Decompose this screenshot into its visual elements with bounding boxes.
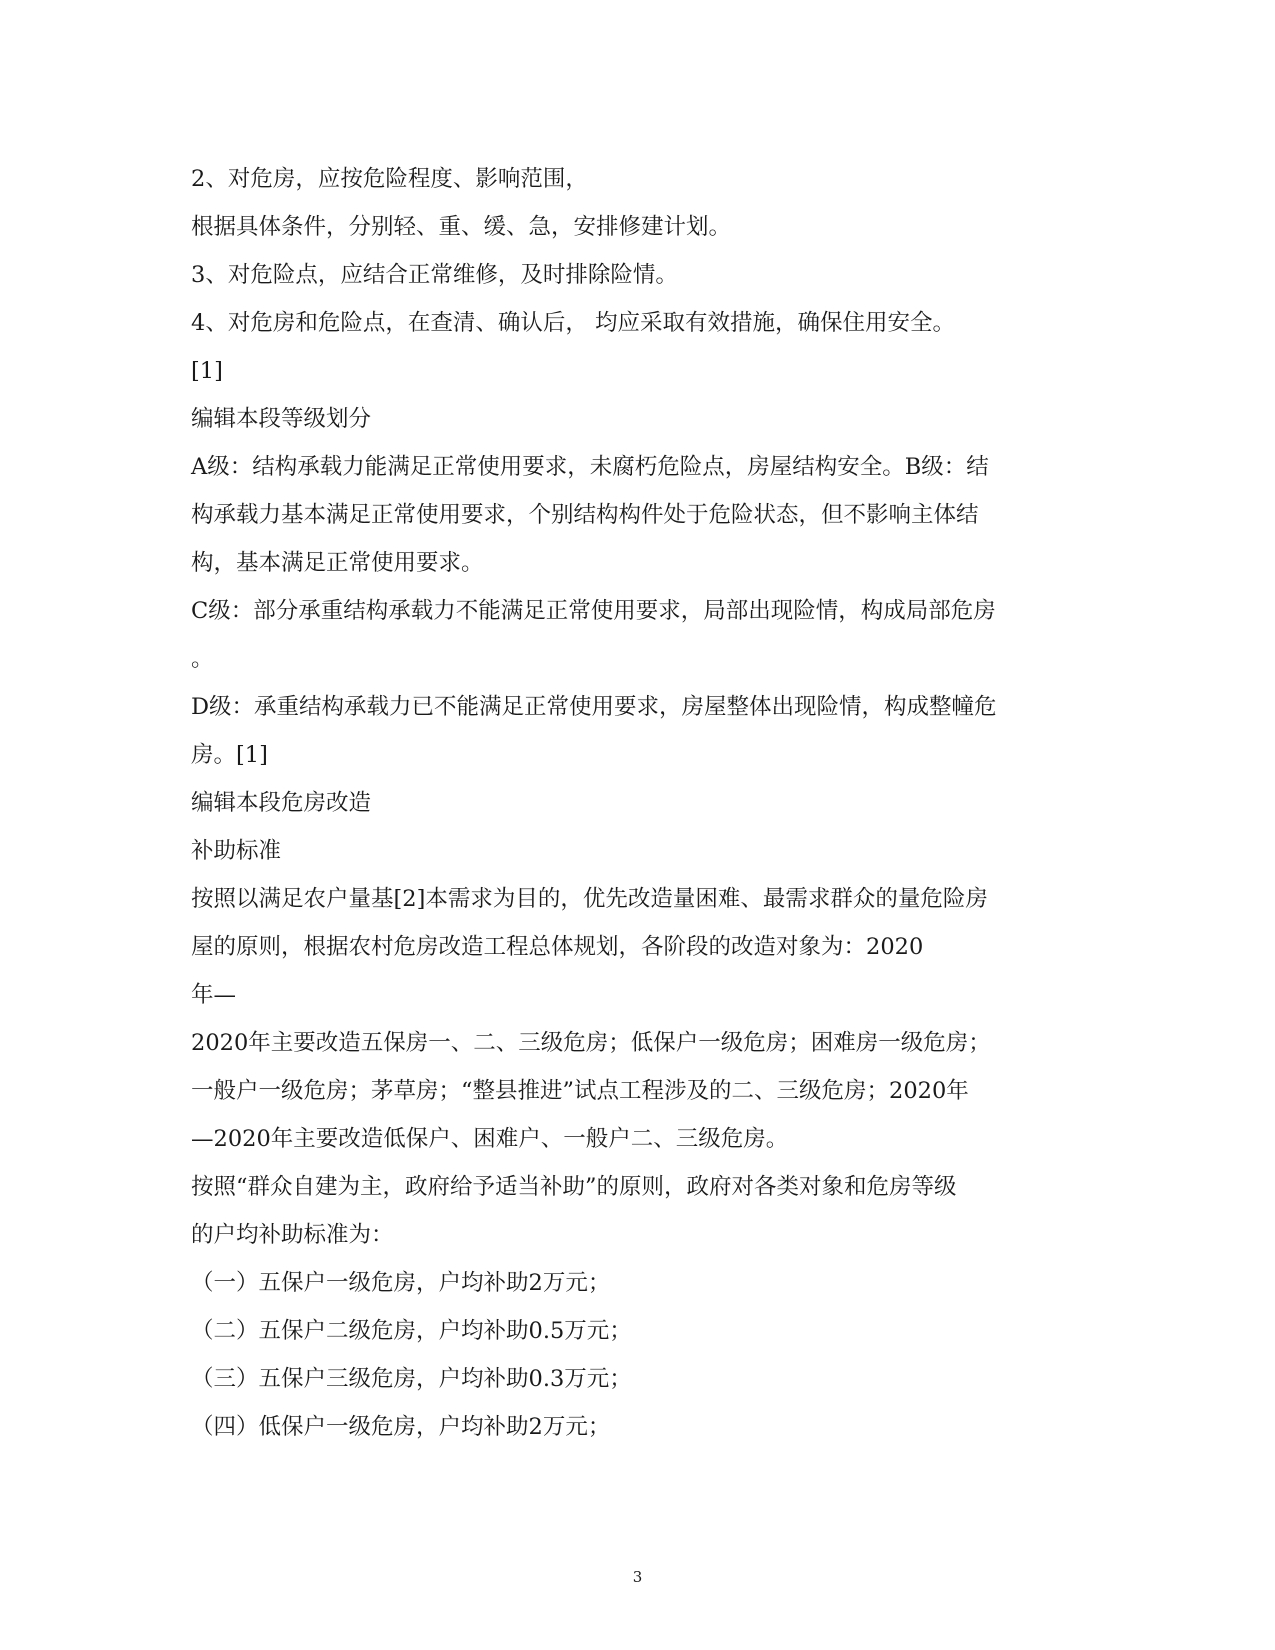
text-line: C级：部分承重结构承载力不能满足正常使用要求，局部出现险情，构成局部危房 <box>191 598 996 624</box>
text-line: A级：结构承载力能满足正常使用要求，未腐朽危险点，房屋结构安全。B级：结 <box>191 454 989 480</box>
text-line: 构，基本满足正常使用要求。 <box>191 550 484 576</box>
text-line: 按照“群众自建为主，政府给予适当补助”的原则，政府对各类对象和危房等级 <box>191 1174 957 1200</box>
text-line: 3、对危险点，应结合正常维修，及时排除险情。 <box>191 262 678 288</box>
text-line: 年— <box>191 982 237 1008</box>
text-line: 屋的原则，根据农村危房改造工程总体规划，各阶段的改造对象为：2020 <box>191 934 924 960</box>
citation-marker: [1] <box>191 358 223 384</box>
text-line: 构承载力基本满足正常使用要求，个别结构构件处于危险状态，但不影响主体结 <box>191 502 979 528</box>
list-item: （一）五保户一级危房，户均补助2万元； <box>191 1270 611 1296</box>
section-heading: 编辑本段危房改造 <box>191 790 372 816</box>
text-line: 房。[1] <box>191 742 268 768</box>
section-heading: 编辑本段等级划分 <box>191 406 372 432</box>
list-item: （二）五保户二级危房，户均补助0.5万元； <box>191 1318 632 1344</box>
text-line: 。 <box>191 646 214 672</box>
text-line: 4、对危房和危险点，在查清、确认后， 均应采取有效措施，确保住用安全。 <box>191 310 955 336</box>
text-line: 2、对危房，应按危险程度、影响范围， <box>191 166 588 192</box>
list-item: （四）低保户一级危房，户均补助2万元； <box>191 1414 611 1440</box>
text-line: 的户均补助标准为： <box>191 1222 394 1248</box>
text-line: 2020年主要改造五保房一、二、三级危房；低保户一级危房；困难房一级危房； <box>191 1030 991 1056</box>
text-line: 一般户一级危房；茅草房；“整县推进”试点工程涉及的二、三级危房；2020年 <box>191 1078 969 1104</box>
subsection-heading: 补助标准 <box>191 838 282 864</box>
text-line: 按照以满足农户量基[2]本需求为目的，优先改造量困难、最需求群众的量危险房 <box>191 886 988 912</box>
text-line: 根据具体条件，分别轻、重、缓、急，安排修建计划。 <box>191 214 732 240</box>
text-line: D级：承重结构承载力已不能满足正常使用要求，房屋整体出现险情，构成整幢危 <box>191 694 997 720</box>
text-line: —2020年主要改造低保户、困难户、一般户二、三级危房。 <box>191 1126 789 1152</box>
list-item: （三）五保户三级危房，户均补助0.3万元； <box>191 1366 632 1392</box>
page-number: 3 <box>632 1568 643 1586</box>
